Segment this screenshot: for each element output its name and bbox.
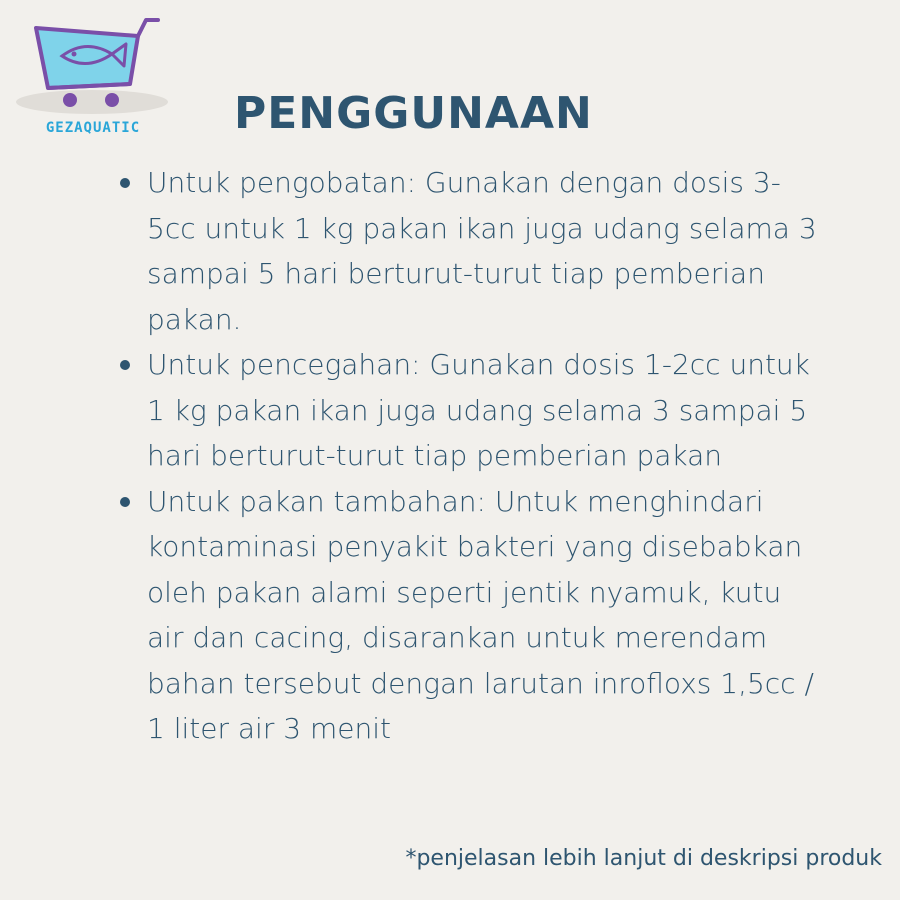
list-item: [147, 342, 817, 479]
list-item-text: Untuk pengobatan: Gunakan dengan dosis 3-5cc untuk 1 kg pakan ikan juga udang selama 3 sampai 5 hari berturut-turut tiap pemberian pakan.: [147, 166, 817, 336]
list-item: [147, 479, 817, 752]
logo-wordmark: GEZAQUATIC: [45, 120, 141, 136]
list-item-text: Untuk pakan tambahan: Untuk menghindari kontaminasi penyakit bakteri yang disebabkan oleh pakan alami seperti jentik nyamuk, kutu air dan cacing, disarankan untuk merendam bahan tersebut dengan larutan inrofloxs 1,5cc / 1 liter air 3 menit: [147, 484, 814, 745]
bullet-icon: [120, 360, 130, 370]
footnote: *penjelasan lebih lanjut di deskripsi produk: [405, 846, 882, 871]
bullet-icon: [120, 497, 130, 507]
list-item-text: Untuk pencegahan: Gunakan dosis 1-2cc untuk 1 kg pakan ikan juga udang selama 3 sampai 5 hari berturut-turut tiap pemberian pakan: [147, 348, 810, 472]
page-title: PENGGUNAAN: [234, 88, 593, 139]
brand-logo: [14, 14, 170, 144]
bullet-icon: [120, 178, 130, 188]
shopping-cart-fish-icon: [14, 14, 170, 124]
usage-list: [147, 160, 817, 752]
list-item: [147, 160, 817, 342]
